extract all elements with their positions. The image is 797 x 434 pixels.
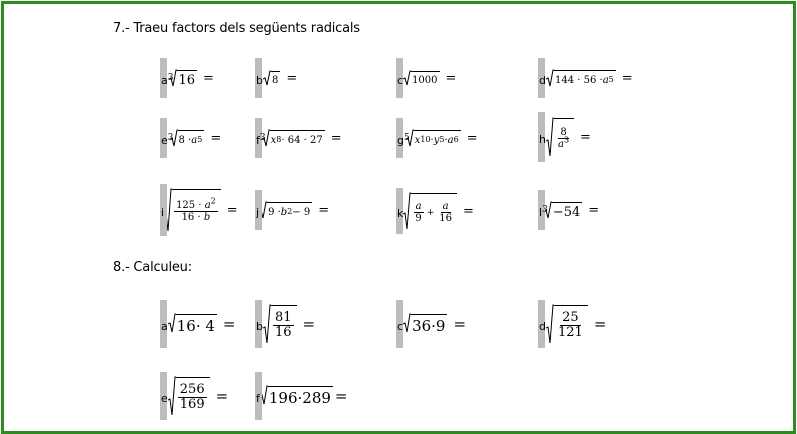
- label-7l: l: [539, 205, 543, 219]
- section-7-heading: 7.- Traeu factors dels següents radicals: [113, 21, 360, 36]
- label-8d: d: [539, 319, 546, 333]
- label-7e: e: [161, 133, 168, 147]
- exercise-7k: [396, 188, 474, 234]
- expr-7g: 5 x 10 · y 5 · a 6 =: [403, 130, 478, 146]
- expr-7b: 8 =: [263, 70, 297, 86]
- expr-8a: 16· 4 =: [168, 313, 236, 335]
- exercise-7j: [255, 190, 329, 230]
- exercise-8d: [538, 300, 606, 348]
- expr-7e: 3 8 · a 5 =: [167, 130, 222, 146]
- section-8-heading: 8.- Calculeu:: [113, 260, 192, 275]
- exercise-8f: [255, 372, 347, 420]
- label-7j: j: [256, 205, 260, 219]
- expr-7j: 9 · b 2 − 9 =: [259, 201, 329, 219]
- label-7b: b: [256, 73, 263, 87]
- label-7h: h: [539, 132, 546, 146]
- label-8e: e: [161, 391, 168, 405]
- expr-7i: $\frac{125 \cdot a^2}{16 \cdot b}$ =: [164, 188, 238, 232]
- exercise-7e: [160, 118, 221, 158]
- label-8a: a: [161, 319, 168, 333]
- expr-7h: $\frac{8}{a^3}$ =: [546, 117, 591, 157]
- expr-8b: $\frac{81}{16}$ =: [263, 304, 315, 344]
- expr-7l: 3 −54 =: [542, 202, 600, 220]
- exercise-7c: [396, 58, 456, 98]
- label-7d: d: [539, 73, 546, 87]
- exercise-8c: [396, 300, 466, 348]
- expr-8e: $\frac{256}{169}$ =: [168, 376, 228, 416]
- label-8b: b: [256, 319, 263, 333]
- label-7g: g: [397, 133, 404, 147]
- exercise-8b: [255, 300, 315, 348]
- label-7k: k: [397, 206, 404, 220]
- label-7f: f: [256, 133, 260, 147]
- label-7i: i: [161, 205, 165, 219]
- exercise-7b: [255, 58, 297, 98]
- expr-7d: 144 · 56 · a 5 =: [546, 69, 633, 87]
- exercise-7a: [160, 58, 214, 98]
- label-8c: c: [397, 319, 404, 333]
- exercise-8a: [160, 300, 236, 348]
- exercise-7h: [538, 112, 591, 162]
- label-7c: c: [397, 73, 404, 87]
- exercise-7l: [538, 190, 599, 230]
- exercise-8e: [160, 372, 228, 420]
- label-8f: f: [256, 391, 260, 405]
- expr-8d: $\frac{25}{121}$ =: [546, 304, 606, 344]
- expr-8c: 36·9 =: [403, 313, 466, 335]
- expr-7k: $\frac{a}{9}$ + $\frac{a}{16}$ =: [403, 192, 474, 230]
- label-7a: a: [161, 73, 168, 87]
- exercise-7d: [538, 58, 633, 98]
- exercise-7f: [255, 118, 342, 158]
- expr-8f: 196·289 =: [260, 385, 348, 407]
- expr-7a: 3 16 =: [167, 70, 214, 88]
- expr-7f: 3 x 8 · 64 · 27 =: [259, 130, 342, 146]
- exercise-7i: [160, 184, 238, 236]
- exercise-7g: [396, 118, 478, 158]
- expr-7c: 1000 =: [403, 70, 456, 86]
